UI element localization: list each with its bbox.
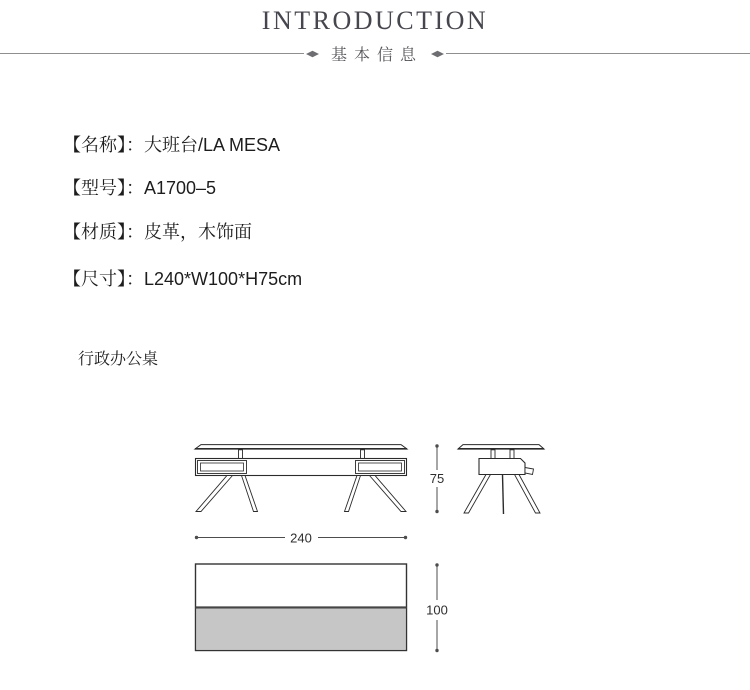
dim-depth-label: 100	[426, 602, 448, 618]
side-leg-right	[515, 475, 541, 514]
dim-depth-end-bottom	[435, 649, 438, 652]
info-row-size	[63, 269, 302, 289]
diamond-icon-left	[306, 50, 319, 58]
dim-width-end-left	[195, 536, 198, 539]
dim-width-end-right	[404, 536, 407, 539]
diamond-icon-right	[431, 50, 444, 58]
section-title: 基本信息	[331, 47, 424, 64]
info-label-model: 【型号】：	[63, 178, 144, 198]
info-value-name: 大班台/LA MESA	[144, 135, 281, 155]
side-body	[479, 459, 525, 475]
side-leg-center	[503, 475, 504, 515]
front-post-right	[361, 450, 365, 459]
side-post-right	[510, 450, 514, 459]
front-leg-left-outer	[196, 476, 233, 512]
divider-line-right	[446, 53, 750, 54]
side-view	[458, 445, 544, 514]
info-value-material: 皮革，木饰面	[144, 222, 252, 242]
info-label-name: 【名称】：	[63, 135, 144, 155]
info-row-model	[63, 178, 216, 198]
dim-height-end-top	[435, 444, 438, 447]
front-leg-right-inner	[345, 476, 361, 512]
side-leg-left	[464, 475, 491, 514]
front-drawer-left	[198, 461, 247, 474]
top-view	[196, 564, 407, 651]
front-view	[195, 445, 407, 512]
front-leg-right-outer	[370, 476, 407, 512]
info-row-material	[63, 222, 252, 242]
front-drawer-right	[356, 461, 405, 474]
front-leg-left-inner	[242, 476, 258, 512]
dim-depth-end-top	[435, 563, 438, 566]
side-post-left	[491, 450, 495, 459]
dimension-drawing	[185, 430, 575, 665]
dim-height-end-bottom	[435, 510, 438, 513]
category-label: 行政办公桌	[78, 351, 159, 368]
info-row-name	[63, 135, 280, 155]
info-label-material: 【材质】：	[63, 222, 144, 242]
front-post-left	[239, 450, 243, 459]
dim-width-label: 240	[290, 530, 312, 546]
info-value-model: A1700–5	[144, 178, 217, 198]
top-view-gray-area	[197, 609, 406, 650]
divider-line-left	[0, 53, 304, 54]
info-value-size: L240*W100*H75cm	[144, 269, 303, 289]
section-divider	[0, 45, 750, 62]
info-label-size: 【尺寸】：	[63, 269, 144, 289]
page-title: INTRODUCTION	[261, 6, 489, 35]
dim-height-label: 75	[429, 471, 445, 486]
side-knob	[525, 468, 534, 475]
